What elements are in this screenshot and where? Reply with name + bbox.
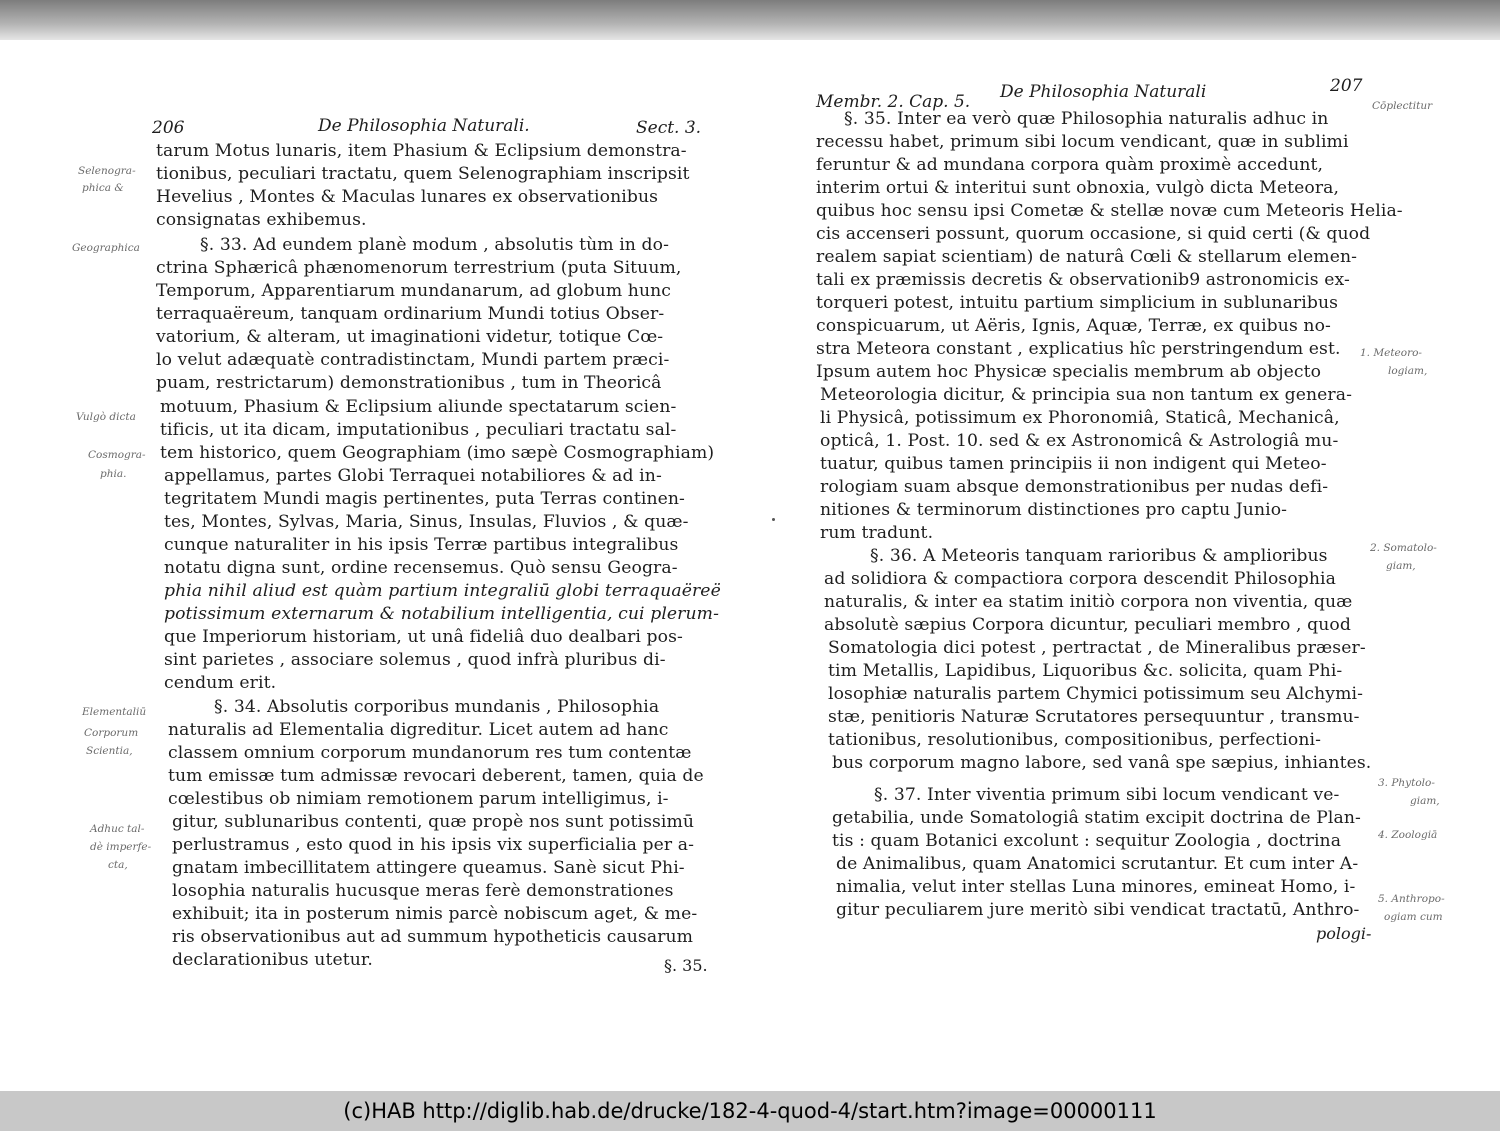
right-margin-note-8: 4. Zoologiā (1378, 829, 1438, 841)
left-line-7: Temporum, Apparentiarum mundanarum, ad globum hunc (156, 281, 672, 301)
left-margin-note-9: Scientia, (86, 745, 133, 757)
left-line-3: Hevelius , Montes & Maculas lunares ex observationibus (156, 187, 659, 207)
left-margin-note-5: Cosmogra- (88, 449, 146, 461)
right-margin-note-5: giam, (1386, 560, 1416, 572)
left-line-29: cœlestibus ob nimiam remotionem parum intelligimus, i- (168, 789, 669, 809)
right-margin-note-2: 1. Meteoro- (1360, 347, 1422, 359)
left-line-24: cendum erit. (164, 673, 277, 693)
left-line-10: lo velut adæquatè contradistinctam, Mundi partem præci- (156, 350, 670, 370)
right-margin-note-6: 3. Phytolo- (1378, 777, 1435, 789)
left-line-4: consignatas exhibemus. (156, 210, 367, 230)
right-margin-note-10: ogiam cum (1384, 911, 1443, 923)
left-line-9: vatorium, & alteram, ut imaginationi videtur, totique Cœ- (156, 327, 664, 347)
left-line-2: tionibus, peculiari tractatu, quem Selenographiam inscripsit (156, 164, 690, 184)
left-margin-note-2: phica & (82, 182, 124, 194)
left-margin-note-11: dè imperfe- (90, 841, 152, 853)
left-line-31: perlustramus , esto quod in his ipsis vix superficialia per a- (172, 835, 694, 855)
right-line-17: rologiam suam absque demonstrationibus per nudas defi- (820, 477, 1329, 497)
right-line-4: interim ortui & interitui sunt obnoxia, vulgò dicta Meteora, (816, 178, 1340, 198)
left-margin-note-1: Selenogra- (78, 165, 136, 177)
left-line-13: tificis, ut ita dicam, imputationibus , peculiari tractatu sal- (160, 420, 677, 440)
left-line-19: notatu digna sunt, ordine recensemus. Quò sensu Geogra- (164, 558, 678, 578)
right-page-number: 207 (1330, 76, 1363, 96)
left-line-32: gnatam imbecillitatem attingere queamus. Sanè sicut Phi- (172, 858, 685, 878)
right-margin-note-7: giam, (1410, 795, 1440, 807)
right-line-32: tis : quam Botanici excolunt : sequitur Zoologia , doctrina (832, 831, 1342, 851)
right-margin-note-9: 5. Anthropo- (1378, 893, 1445, 905)
left-line-26: naturalis ad Elementalia digreditur. Licet autem ad hanc (168, 720, 669, 740)
left-line-12: motuum, Phasium & Eclipsium aliunde spectatarum scien- (160, 397, 677, 417)
left-line-21: potissimum externarum & notabilium intelligentia, cui plerum- (164, 604, 719, 624)
left-line-14: tem historico, quem Geographiam (imo sæpè Cosmographiam) (160, 443, 715, 463)
left-line-8: terraquaëreum, tanquam ordinarium Mundi totius Obser- (156, 304, 665, 324)
right-line-27: stæ, penitioris Naturæ Scrutatores persequuntur , transmu- (828, 707, 1360, 727)
right-line-26: losophiæ naturalis partem Chymici potissimum seu Alchymi- (828, 684, 1364, 704)
right-line-2: recessu habet, primum sibi locum vendicant, quæ in sublimi (816, 132, 1349, 152)
right-line-23: absolutè sæpius Corpora dicuntur, peculiari membro , quod (824, 615, 1351, 635)
right-line-29: bus corporum magno labore, sed vanâ spe sæpius, inhiantes. (832, 753, 1372, 773)
right-line-24: Somatologia dici potest , pertractat , de Mineralibus præser- (828, 638, 1366, 658)
scan-top-shadow (0, 0, 1500, 40)
right-line-3: feruntur & ad mundana corpora quàm proximè accedunt, (816, 155, 1324, 175)
right-line-33: de Animalibus, quam Anatomici scrutantur. Et cum inter A- (836, 854, 1359, 874)
right-line-12: Ipsum autem hoc Physicæ specialis membrum ab objecto (816, 362, 1322, 382)
right-line-6: cis accenseri possunt, quorum occasione, si quid certi (& quod (816, 224, 1371, 244)
right-margin-note-4: 2. Somatolo- (1370, 542, 1437, 554)
left-line-22: que Imperiorum historiam, ut unâ fideliâ duo dealbari pos- (164, 627, 683, 647)
right-line-1: §. 35. Inter ea verò quæ Philosophia naturalis adhuc in (844, 109, 1329, 129)
left-line-27: classem omnium corporum mundanorum res tum contentæ (168, 743, 692, 763)
left-line-33: losophia naturalis hucusque meras ferè demonstrationes (172, 881, 674, 901)
left-line-16: tegritatem Mundi magis pertinentes, puta Terras continen- (164, 489, 685, 509)
right-running-left: Membr. 2. Cap. 5. (816, 92, 971, 112)
left-line-17: tes, Montes, Sylvas, Maria, Sinus, Insulas, Fluvios , & quæ- (164, 512, 689, 532)
left-margin-note-7: Elementaliū (82, 706, 147, 718)
left-line-6: ctrina Sphæricâ phænomenorum terrestrium (puta Situum, (156, 258, 682, 278)
left-running-title: De Philosophia Naturali. (318, 116, 530, 136)
left-line-28: tum emissæ tum admissæ revocari deberent, tamen, quia de (168, 766, 704, 786)
copyright-footer (0, 1091, 1500, 1131)
right-line-5: quibus hoc sensu ipsi Cometæ & stellæ novæ cum Meteoris Helia- (816, 201, 1403, 221)
right-catchword: pologi- (1316, 924, 1372, 943)
left-line-20: phia nihil aliud est quàm partium integraliū globi terraquaëreë (164, 581, 721, 601)
left-margin-note-4: Vulgò dicta (76, 411, 136, 423)
right-line-21: ad solidiora & compactiora corpora descendit Philosophia (824, 569, 1336, 589)
left-line-23: sint parietes , associare solemus , quod infrà pluribus di- (164, 650, 666, 670)
right-line-22: naturalis, & inter ea statim initiò corpora non viventia, quæ (824, 592, 1353, 612)
right-line-10: conspicuarum, ut Aëris, Ignis, Aquæ, Terræ, ex quibus no- (816, 316, 1331, 336)
right-line-19: rum tradunt. (820, 523, 934, 543)
left-line-15: appellamus, partes Globi Terraquei notabiliores & ad in- (164, 466, 662, 486)
left-line-30: gitur, sublunaribus contenti, quæ propè nos sunt potissimū (172, 812, 695, 832)
left-margin-note-10: Adhuc tal- (90, 823, 145, 835)
left-line-1: tarum Motus lunaris, item Phasium & Eclipsium demonstra- (156, 141, 687, 161)
right-line-30: §. 37. Inter viventia primum sibi locum vendicant ve- (874, 785, 1340, 805)
copyright-text: (c)HAB http://diglib.hab.de/drucke/182-4-quod-4/start.htm?image=00000111 (343, 1099, 1157, 1123)
left-line-5: §. 33. Ad eundem planè modum , absolutis tùm in do- (200, 235, 669, 255)
right-line-31: getabilia, unde Somatologiâ statim excipit doctrina de Plan- (832, 808, 1361, 828)
right-line-7: realem sapiat scientiam) de naturâ Cœli & stellarum elemen- (816, 247, 1358, 267)
left-page-number: 206 (152, 118, 185, 138)
gutter-speck (772, 518, 775, 521)
left-line-25: §. 34. Absolutis corporibus mundanis , Philosophia (214, 697, 660, 717)
right-running-title: De Philosophia Naturali (1000, 82, 1207, 102)
right-line-9: torqueri potest, intuitu partium simplicium in sublunaribus (816, 293, 1339, 313)
left-margin-note-6: phia. (100, 468, 127, 480)
left-line-36: declarationibus utetur. (172, 950, 373, 970)
right-margin-note-1: Cōplectitur (1372, 100, 1433, 112)
right-line-28: tationibus, resolutionibus, compositionibus, perfectioni- (828, 730, 1322, 750)
right-line-18: nitiones & terminorum distinctiones pro captu Junio- (820, 500, 1288, 520)
right-line-14: li Physicâ, potissimum ex Phoronomiâ, Staticâ, Mechanicâ, (820, 408, 1340, 428)
right-line-25: tim Metallis, Lapidibus, Liquoribus &c. solicita, quam Phi- (828, 661, 1343, 681)
right-margin-note-3: logiam, (1388, 365, 1428, 377)
left-line-18: cunque naturaliter in his ipsis Terræ partibus integralibus (164, 535, 679, 555)
right-line-8: tali ex præmissis decretis & observationib9 astronomicis ex- (816, 270, 1350, 290)
right-line-13: Meteorologia dicitur, & principia sua non tantum ex genera- (820, 385, 1352, 405)
left-margin-note-12: cta, (108, 859, 128, 871)
right-line-35: gitur peculiarem jure meritò sibi vendicat tractatū, Anthro- (836, 900, 1360, 920)
left-catchword: §. 35. (664, 956, 708, 975)
right-line-34: nimalia, velut inter stellas Luna minores, emineat Homo, i- (836, 877, 1356, 897)
right-line-15: opticâ, 1. Post. 10. sed & ex Astronomicâ & Astrologiâ mu- (820, 431, 1339, 451)
right-line-16: tuatur, quibus tamen principiis ii non indigent qui Meteo- (820, 454, 1327, 474)
right-line-11: stra Meteora constant , explicatius hîc perstringendum est. (816, 339, 1341, 359)
right-line-20: §. 36. A Meteoris tanquam rarioribus & amplioribus (870, 546, 1328, 566)
left-margin-note-8: Corporum (84, 727, 139, 739)
left-section-label: Sect. 3. (636, 118, 702, 138)
left-line-35: ris observationibus aut ad summum hypotheticis causarum (172, 927, 694, 947)
left-margin-note-3: Geographica (72, 242, 140, 254)
left-line-11: puam, restrictarum) demonstrationibus , tum in Theoricâ (156, 373, 662, 393)
left-line-34: exhibuit; ita in posterum nimis parcè nobiscum aget, & me- (172, 904, 698, 924)
